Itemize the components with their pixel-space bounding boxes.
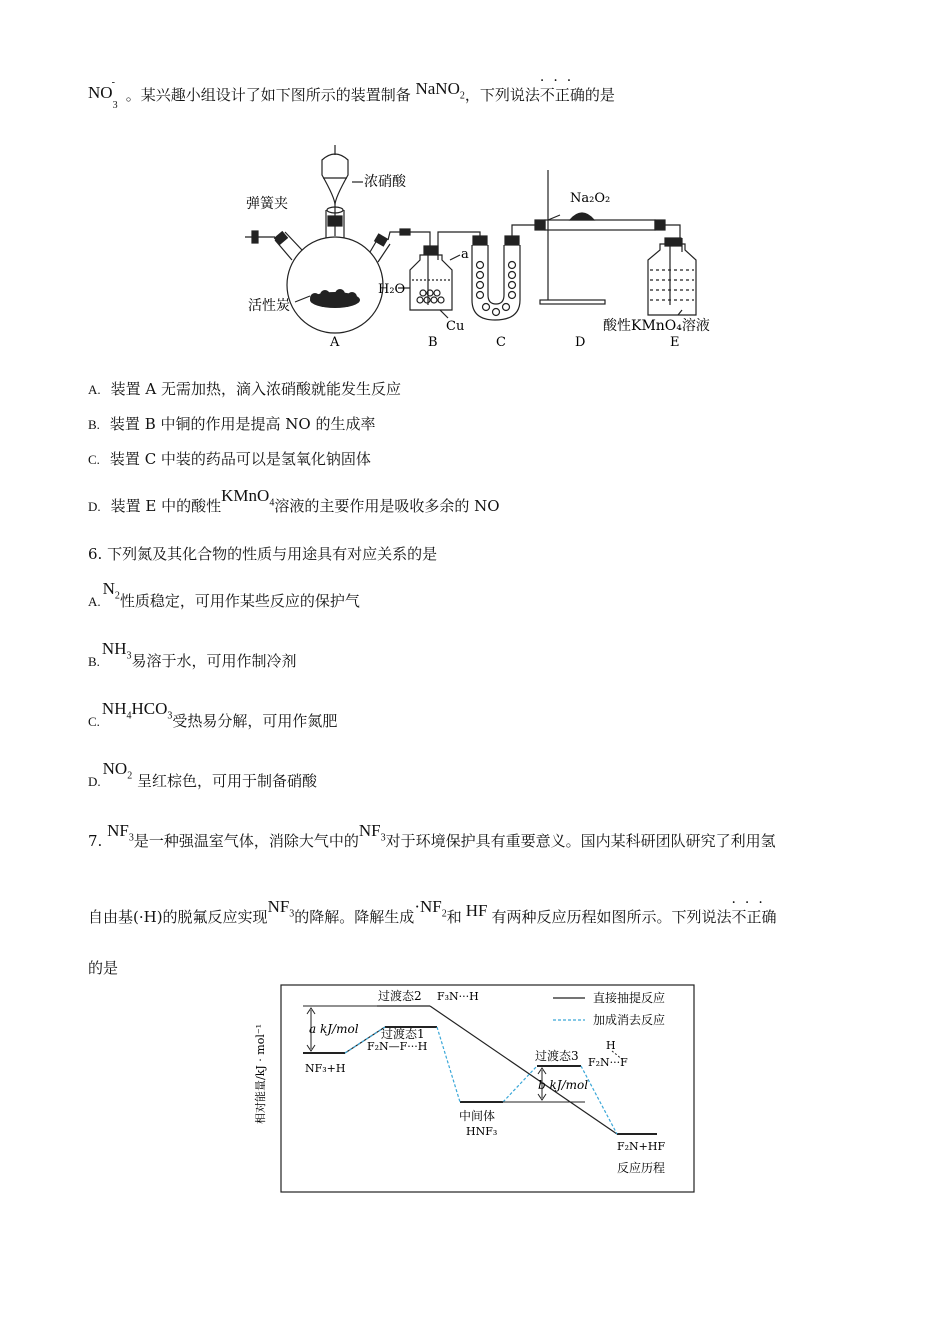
a-energy-label: a kJ/mol <box>309 1022 359 1036</box>
formula-hf: HF <box>465 901 488 920</box>
label-unit-b: B <box>428 335 438 350</box>
label-ts3-h: H <box>606 1039 616 1052</box>
formula-nf3-1: $NF_3$ <box>107 821 134 844</box>
emphasis-no-correct-q7: ··· 不正 <box>731 895 772 926</box>
solution-lines <box>650 270 694 300</box>
q7-line2: 自由基(·H)的脱氟反应实现$NF_3$的降解。降解生成$\cdot NF_2$和 HF 有两种反应历程如图所示。下列说法 ··· 不正确 <box>88 895 777 926</box>
label-unit-a: A <box>330 335 340 350</box>
label-na2o2: Na₂O₂ <box>570 191 611 206</box>
apparatus-figure <box>230 140 720 355</box>
glass-tube-d <box>545 220 655 230</box>
label-intermediate-formula: HNF₃ <box>466 1125 498 1138</box>
label-start: NF₃+H <box>305 1062 346 1075</box>
label-water: H₂O <box>378 282 406 297</box>
q6-option-d[interactable]: $D.NO_2$ 呈红棕色，可用于制备硝酸 <box>88 759 317 790</box>
u-tube-granules <box>477 262 516 316</box>
label-activated-carbon: 活性炭 <box>248 298 290 314</box>
na2o2-sample <box>570 213 594 220</box>
formula-no2: $NO_2$ <box>102 759 133 782</box>
q6-option-a[interactable]: $A.N_2$性质稳定，可用作某些反应的保护气 <box>88 579 360 610</box>
formula-nf3-2: $NF_3$ <box>358 821 386 844</box>
formula-kmno4: KMnO$_4$ <box>221 486 275 509</box>
x-axis-label: 反应历程 <box>617 1161 666 1175</box>
label-kmno4: 酸性KMnO₄溶液 <box>603 318 710 334</box>
label-unit-d: D <box>575 335 586 350</box>
q5-option-b[interactable]: B. 装置 B 中铜的作用是提高 NO 的生成率 <box>88 415 376 433</box>
q6-stem: 6. 下列氮及其化合物的性质与用途具有对应关系的是 <box>88 545 438 563</box>
formula-no3: $NO_3^-$ <box>88 77 118 112</box>
formula-n2: $N_2$ <box>102 579 120 602</box>
label-ts3-structure: F₂N···F <box>588 1056 628 1069</box>
q6-option-c[interactable]: $C.NH_4HCO_3$受热易分解，可用作氮肥 <box>88 699 338 730</box>
label-ts2-structure: F₃N···H <box>437 990 479 1003</box>
formula-nh3: $NH_3$ <box>101 639 132 662</box>
q5-option-c[interactable]: C. 装置 C 中装的药品可以是氢氧化钠固体 <box>88 450 371 468</box>
activated-carbon <box>310 289 360 308</box>
q5-intro-text: 。某兴趣小组设计了如下图所示的装置制备 <box>125 86 411 104</box>
label-unit-e: E <box>670 335 680 350</box>
separatory-funnel <box>322 145 348 205</box>
label-end: F₂N+HF <box>617 1140 666 1153</box>
label-ts1-structure: F₂N—F···H <box>367 1040 428 1053</box>
formula-nh4hco3: $NH_4HCO_3$ <box>101 699 173 722</box>
label-ts2: 过渡态2 <box>378 989 422 1003</box>
label-cu: Cu <box>446 319 465 334</box>
q7-line1: 7. $NF_3$是一种强温室气体，消除大气中的$NF_3$对于环境保护具有重要意义。国内某科研团队研究了利用氢 <box>88 821 776 850</box>
legend-dashed-label: 加成消去反应 <box>593 1013 666 1027</box>
q5-intro-line: $NO_3^-$ 。某兴趣小组设计了如下图所示的装置制备 NaNO$_2$，下列说法 ··· 不正确的是 <box>88 73 615 112</box>
legend-solid-label: 直接抽提反应 <box>593 991 666 1005</box>
spring-clip <box>252 231 258 243</box>
label-a: a <box>461 247 469 262</box>
energy-diagram <box>245 984 700 1196</box>
b-energy-label: b kJ/mol <box>538 1078 589 1092</box>
emphasis-no-correct: ··· 不正 <box>539 73 581 104</box>
label-ts1: 过渡态1 <box>381 1027 425 1041</box>
q5-option-d[interactable]: D. 装置 E 中的酸性KMnO$_4$溶液的主要作用是吸收多余的 NO <box>88 486 500 515</box>
round-bottom-flask <box>287 237 383 333</box>
formula-nf3-3: $NF_3$ <box>267 897 295 920</box>
q5-option-a[interactable]: A. 装置 A 无需加热，滴入浓硝酸就能发生反应 <box>88 380 402 398</box>
formula-nf2-radical: $\cdot NF_2$ <box>414 897 447 920</box>
label-unit-c: C <box>496 335 506 350</box>
q6-option-b[interactable]: $B.NH_3$易溶于水，可用作制冷剂 <box>88 639 297 670</box>
q7-line3: 的是 <box>88 959 119 977</box>
formula-nano2: NaNO$_2$ <box>415 79 465 102</box>
label-intermediate: 中间体 <box>459 1109 496 1123</box>
label-ts3: 过渡态3 <box>535 1049 579 1063</box>
label-conc-nitric-acid: 浓硝酸 <box>364 174 406 190</box>
label-spring-clip: 弹簧夹 <box>246 196 288 212</box>
copper-beads <box>417 290 444 303</box>
y-axis-label: 相对能量/kJ · mol⁻¹ <box>254 1023 267 1124</box>
